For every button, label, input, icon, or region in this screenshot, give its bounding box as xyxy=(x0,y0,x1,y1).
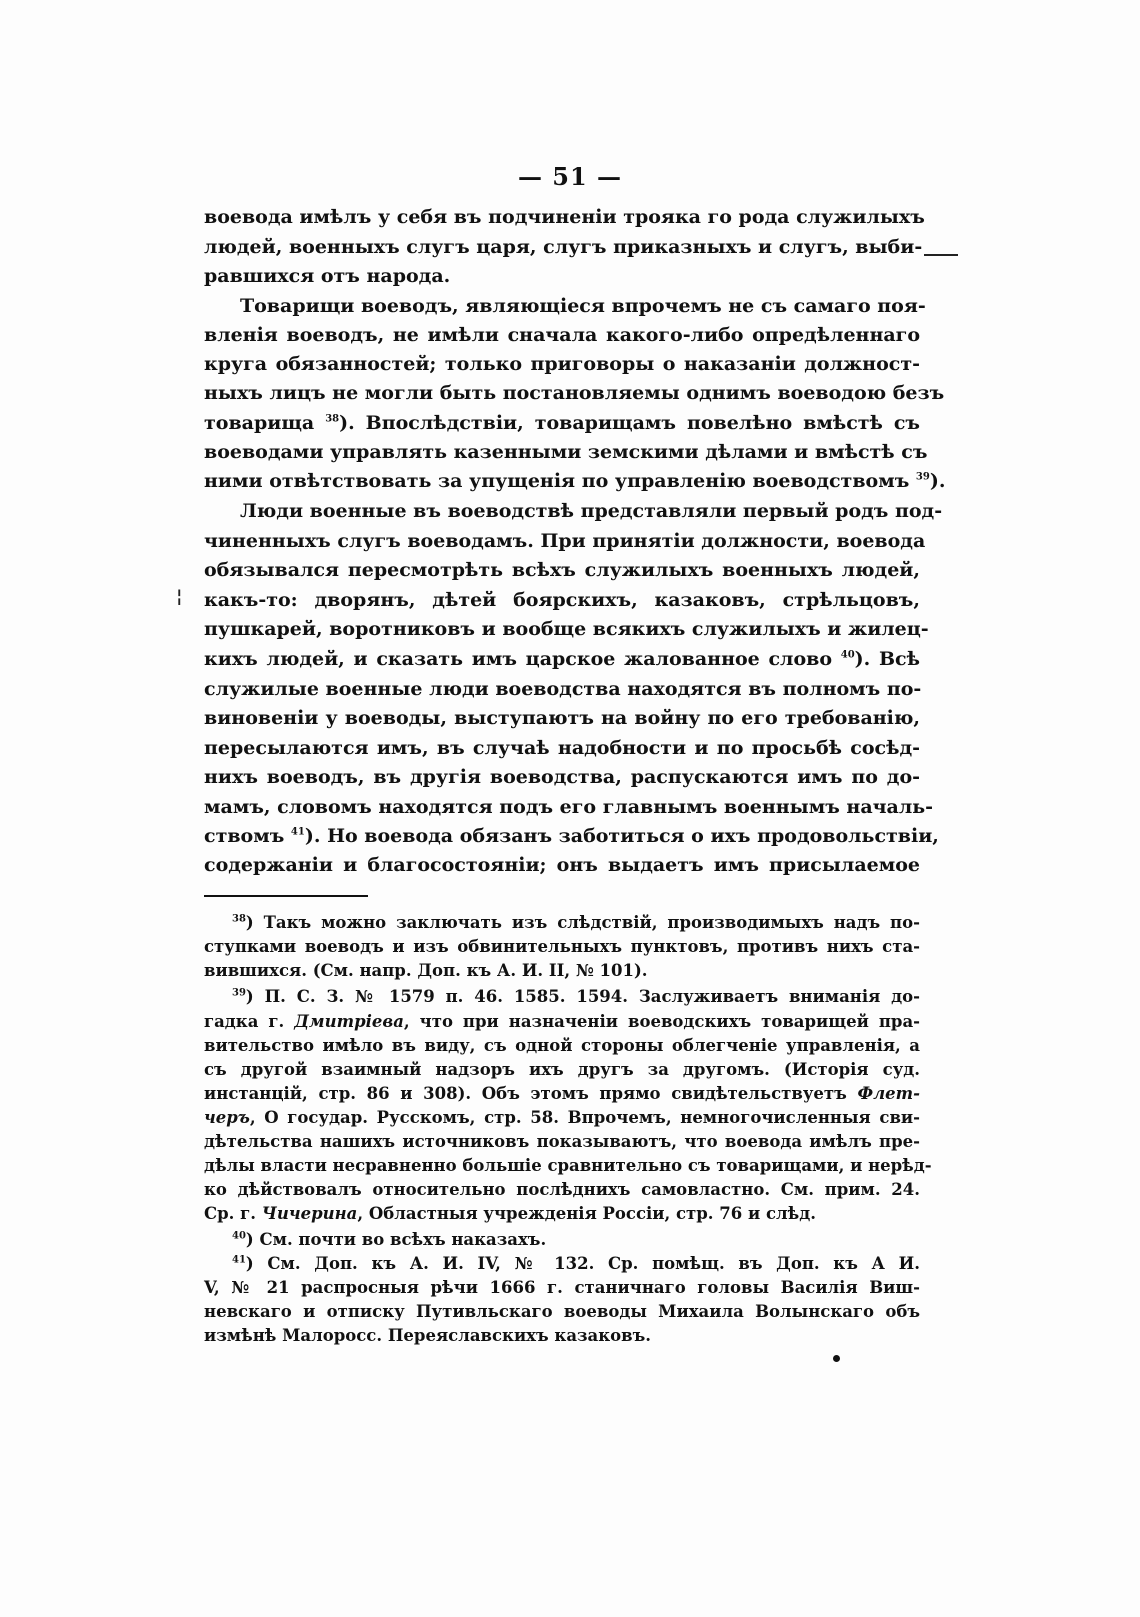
body-line xyxy=(204,409,920,437)
body-line: мамъ, словомъ находятся подъ его главнымъ военнымъ началь- xyxy=(204,796,934,818)
ink-dot xyxy=(833,1355,840,1362)
body-text: товарища xyxy=(204,412,315,434)
body-line: чиненныхъ слугъ воеводамъ. При принятіи должности, воевода xyxy=(204,530,926,552)
footnote-line: вительство имѣло въ виду, съ одной стороны облегченіе управленія, а xyxy=(204,1036,920,1055)
footnote-number-40: 40 xyxy=(232,1230,246,1242)
body-line: нихъ воеводъ, въ другія воеводства, распускаются имъ по до- xyxy=(204,766,920,788)
footnote-text: ) П. С. З. № 1579 п. 46. 1585. 1594. Заслуживаетъ вниманія до- xyxy=(245,987,920,1006)
body-line: ныхъ лицъ не могли быть постановляемы однимъ воеводою безъ xyxy=(204,382,945,404)
footnote-line: измѣнѣ Малоросс. Переяславскихъ казаковъ. xyxy=(204,1326,652,1345)
footnote-ref-40[interactable]: 40 xyxy=(840,649,855,661)
footnote-line xyxy=(232,985,920,1009)
body-line: содержаніи и благосостояніи; онъ выдаетъ имъ присылаемое xyxy=(204,854,920,876)
author-name: Флет- xyxy=(857,1084,920,1103)
footnote-line xyxy=(232,1228,920,1252)
footnote-number-38: 38 xyxy=(232,913,246,925)
body-line: вленія воеводъ, не имѣли сначала какого-либо опредѣленнаго xyxy=(204,324,920,346)
body-line: воеводами управлять казенными земскими дѣлами и вмѣстѣ съ xyxy=(204,441,928,463)
footnote-ref-41[interactable]: 41 xyxy=(290,826,305,838)
footnote-separator xyxy=(204,895,368,897)
body-line: какъ-то: дворянъ, дѣтей боярскихъ, казаковъ, стрѣльцовъ, xyxy=(204,589,920,611)
author-name: Дмитріева xyxy=(294,1012,404,1031)
body-line: людей, военныхъ слугъ царя, слугъ приказныхъ и слугъ, выби- xyxy=(204,236,923,258)
footnote-text: Ср. г. xyxy=(204,1204,257,1223)
footnote-line: ступками воеводъ и изъ обвинительныхъ пунктовъ, противъ нихъ ста- xyxy=(204,937,920,956)
body-line: круга обязанностей; только приговоры о наказаніи должност- xyxy=(204,353,920,375)
footnote-line xyxy=(204,1106,920,1130)
footnote-text: , О государ. Русскомъ, стр. 58. Впрочемъ, немногочисленныя сви- xyxy=(249,1108,920,1127)
body-line: пересылаются имъ, въ случаѣ надобности и по просьбѣ сосѣд- xyxy=(204,737,920,759)
footnote-line: невскаго и отписку Путивльскаго воеводы Михаила Волынскаго объ xyxy=(204,1302,920,1321)
footnote-text: инстанцій, стр. 86 и 308). Объ этомъ прямо свидѣтельствуетъ xyxy=(204,1084,847,1103)
footnote-number-41: 41 xyxy=(232,1254,246,1266)
body-text: ). Но воевода обязанъ заботиться о ихъ продовольствіи, xyxy=(304,825,939,847)
body-line: Товарищи воеводъ, являющіеся впрочемъ не съ самаго поя- xyxy=(240,295,926,317)
footnote-text: , Областныя учрежденія Россіи, стр. 76 и слѣд. xyxy=(357,1204,817,1223)
body-line xyxy=(204,467,946,495)
body-text: ствомъ xyxy=(204,825,285,847)
footnote-text: гадка г. xyxy=(204,1012,285,1031)
body-line: пушкарей, воротниковъ и вообще всякихъ служилыхъ и жилец- xyxy=(204,618,929,640)
author-name: Чичерина xyxy=(261,1204,358,1223)
page-number: — 51 — xyxy=(517,162,623,191)
footnote-text: , что при назначеніи воеводскихъ товарищей пра- xyxy=(403,1012,920,1031)
body-line xyxy=(204,645,920,673)
body-text: кихъ людей, и сказать имъ царское жалованное слово xyxy=(204,648,832,670)
margin-tick-mark: ¦ xyxy=(176,586,183,607)
footnote-line: дѣтельства нашихъ источниковъ показываютъ, что воевода имѣлъ пре- xyxy=(204,1132,920,1151)
body-line: воевода имѣлъ у себя въ подчиненіи трояка го рода служилыхъ xyxy=(204,206,925,228)
footnote-text: ) См. Доп. къ А. И. IV, № 132. Ср. помѣщ. въ Доп. къ А И. xyxy=(245,1254,920,1273)
footnote-ref-39[interactable]: 39 xyxy=(915,471,930,483)
footnote-line: дѣлы власти несравненно большіе сравнительно съ товарищами, и нерѣд- xyxy=(204,1156,932,1175)
footnote-line xyxy=(232,1252,920,1276)
body-line: виновеніи у воеводы, выступаютъ на войну по его требованію, xyxy=(204,707,920,729)
footnote-number-39: 39 xyxy=(232,987,246,999)
body-text: ). Всѣ xyxy=(854,648,920,670)
footnote-line: съ другой взаимный надзоръ ихъ другъ за другомъ. (Исторія суд. xyxy=(204,1060,920,1079)
footnote-text: ) См. почти во всѣхъ наказахъ. xyxy=(245,1230,547,1249)
author-name: черъ xyxy=(204,1108,250,1127)
body-line xyxy=(204,822,939,850)
margin-dash-mark xyxy=(924,254,958,256)
footnote-line xyxy=(232,911,920,935)
footnote-text: ) Такъ можно заключать изъ слѣдствій, производимыхъ надъ по- xyxy=(245,913,920,932)
footnote-ref-38[interactable]: 38 xyxy=(325,413,340,425)
body-text: ). Впослѣдствіи, товарищамъ повелѣно вмѣстѣ съ xyxy=(339,412,920,434)
body-line: служилые военные люди воеводства находятся въ полномъ по- xyxy=(204,678,922,700)
body-text: ). xyxy=(929,470,946,492)
footnote-line: вившихся. (См. напр. Доп. къ А. И. II, № 101). xyxy=(204,961,648,980)
footnote-line xyxy=(204,1010,920,1034)
footnote-line xyxy=(204,1202,920,1226)
footnote-line xyxy=(204,1082,920,1106)
footnote-line: V, № 21 распросныя рѣчи 1666 г. станичнаго головы Василія Виш- xyxy=(204,1278,920,1297)
body-line: Люди военные въ воеводствѣ представляли первый родъ под- xyxy=(240,500,943,522)
footnote-line: ко дѣйствовалъ относительно послѣднихъ самовластно. См. прим. 24. xyxy=(204,1180,920,1199)
body-line: равшихся отъ народа. xyxy=(204,265,451,287)
body-text: ними отвѣтствовать за упущенія по управленію воеводствомъ xyxy=(204,470,910,492)
body-line: обязывался пересмотрѣть всѣхъ служилыхъ военныхъ людей, xyxy=(204,559,920,581)
